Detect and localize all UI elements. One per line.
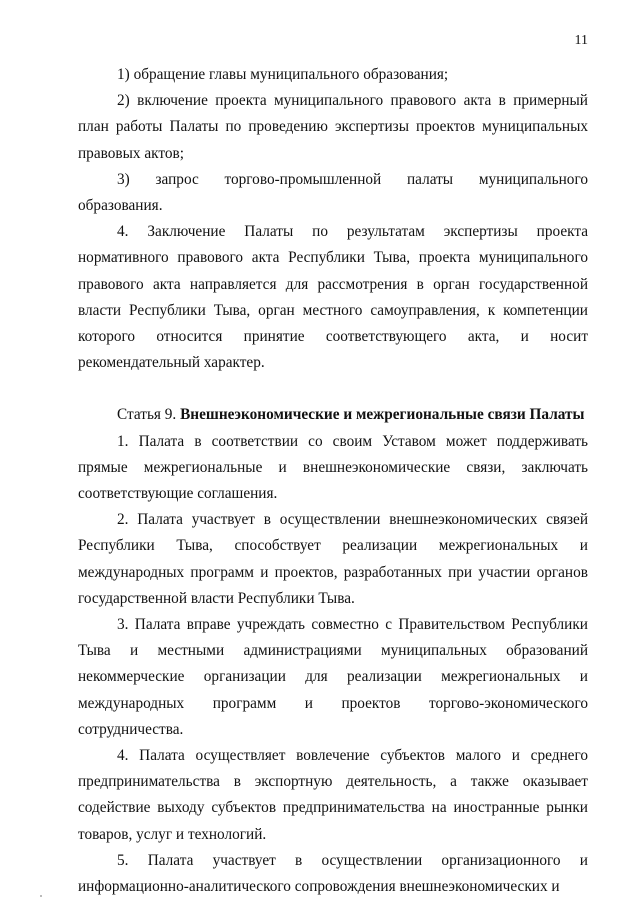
paragraph: 1) обращение главы муниципального образования; — [117, 66, 449, 83]
paragraph: 5. Палата участвует в осуществлении организационного и информационно-аналитического сопровождения внешнеэкономических и — [78, 851, 588, 896]
paragraph: 2) включение проекта муниципального правового акта в примерный план работы Палаты по проведению экспертизы проектов муниципальных правовых актов; — [78, 92, 588, 162]
document-body — [78, 62, 588, 900]
article-heading — [78, 402, 588, 428]
paragraph: 2. Палата участвует в осуществлении внешнеэкономических связей Республики Тыва, способствует реализации межрегиональных и международных программ и проектов, разработанных при участии органов государственной власти Республики Тыва. — [78, 511, 588, 607]
paragraph: 3) запрос торгово-промышленной палаты муниципального образования. — [78, 170, 588, 215]
paragraph: 4. Палата осуществляет вовлечение субъектов малого и среднего предпринимательства в экспортную деятельность, а также оказывает содействие выходу субъектов предпринимательства на иностранные рынки товаров, услуг и технологий. — [78, 747, 588, 843]
paragraph: 4. Заключение Палаты по результатам экспертизы проекта нормативного правового акта Республики Тыва, проекта муниципального правового акта направляется для рассмотрения в орган государственной власти Республики Тыва, орган местного самоуправления, к компетенции которого относится принятие соответствующего акта, и носит рекомендательный характер. — [78, 223, 588, 372]
article-prefix: Статья 9. — [117, 406, 177, 424]
article-title: Внешнеэкономические и межрегиональные связи Палаты — [180, 406, 585, 424]
section-gap — [78, 376, 588, 402]
paragraph: 1. Палата в соответствии со своим Уставом может поддерживать прямые межрегиональные и внешнеэкономические связи, заключать соответствующие соглашения. — [78, 432, 588, 503]
page-number: 11 — [574, 33, 588, 48]
scan-speck — [40, 895, 42, 897]
paragraph: 3. Палата вправе учреждать совместно с Правительством Республики Тыва и местными администрациями муниципальных образований некоммерческие организации для реализации межрегиональных и международных программ и проектов торгово-экономического сотрудничества. — [78, 616, 588, 738]
